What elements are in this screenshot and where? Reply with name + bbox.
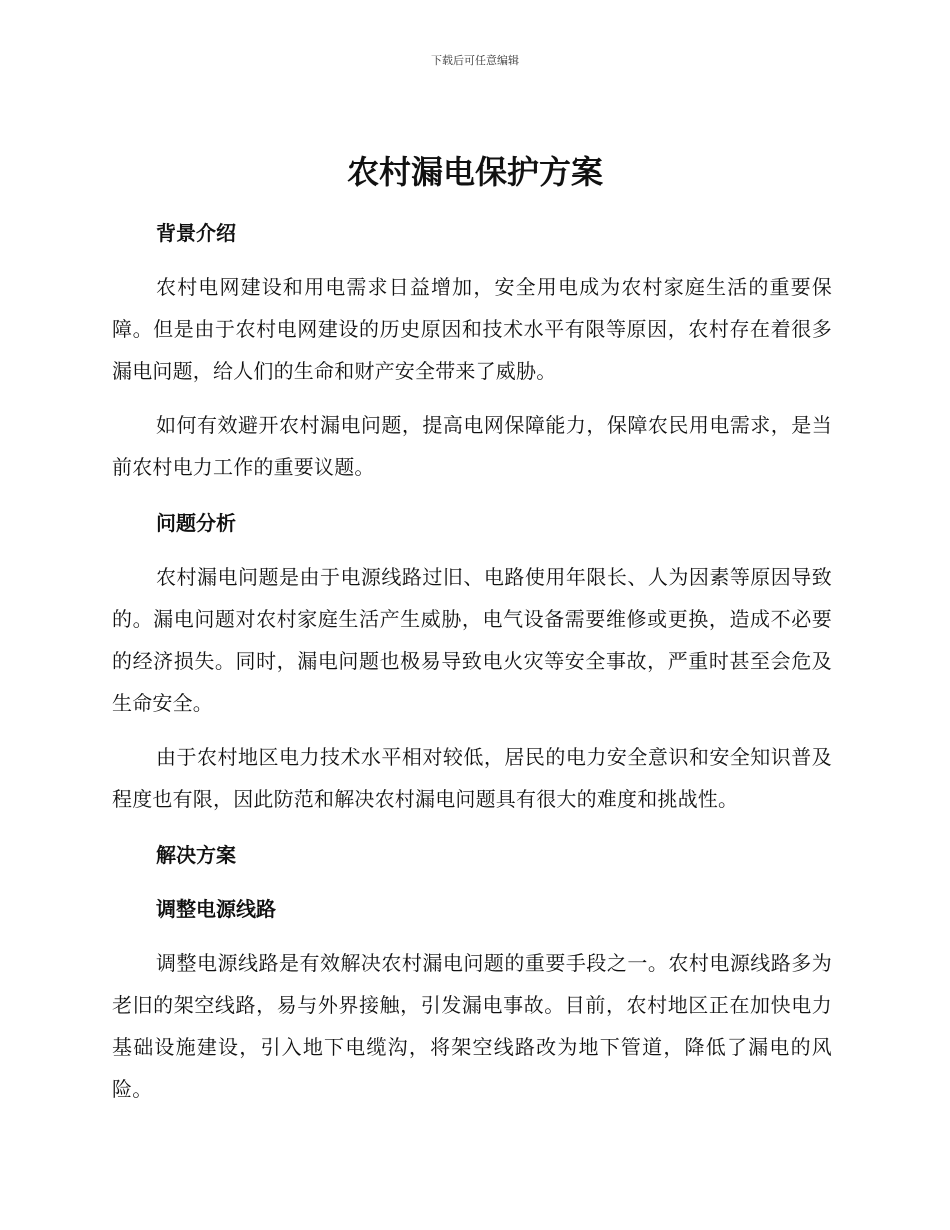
section-heading-solution: 解决方案 <box>156 843 236 867</box>
section-heading-analysis: 问题分析 <box>156 511 236 535</box>
paragraph-background-1: 农村电网建设和用电需求日益增加，安全用电成为农村家庭生活的重要保障。但是由于农村电网建设的历史原因和技术水平有限等原因，农村存在着很多漏电问题，给人们的生命和财产安全带来了威胁。 <box>112 275 832 383</box>
document-title: 农村漏电保护方案 <box>346 153 603 191</box>
section-heading-background: 背景介绍 <box>156 221 236 245</box>
header-note: 下载后可任意编辑 <box>431 54 519 67</box>
document-body <box>112 200 832 1110</box>
paragraph-background-2: 如何有效避开农村漏电问题，提高电网保障能力，保障农民用电需求，是当前农村电力工作的重要议题。 <box>112 413 832 479</box>
paragraph-analysis-1: 农村漏电问题是由于电源线路过旧、电路使用年限长、人为因素等原因导致的。漏电问题对农村家庭生活产生威胁，电气设备需要维修或更换，造成不必要的经济损失。同时，漏电问题也极易导致电火灾等安全事故，严重时甚至会危及生命安全。 <box>112 565 832 715</box>
sub-heading-adjust-lines: 调整电源线路 <box>156 897 276 921</box>
paragraph-analysis-2: 由于农村地区电力技术水平相对较低，居民的电力安全意识和安全知识普及程度也有限，因此防范和解决农村漏电问题具有很大的难度和挑战性。 <box>112 745 832 811</box>
paragraph-solution-1: 调整电源线路是有效解决农村漏电问题的重要手段之一。农村电源线路多为老旧的架空线路，易与外界接触，引发漏电事故。目前，农村地区正在加快电力基础设施建设，引入地下电缆沟，将架空线路改为地下管道，降低了漏电的风险。 <box>112 951 832 1101</box>
